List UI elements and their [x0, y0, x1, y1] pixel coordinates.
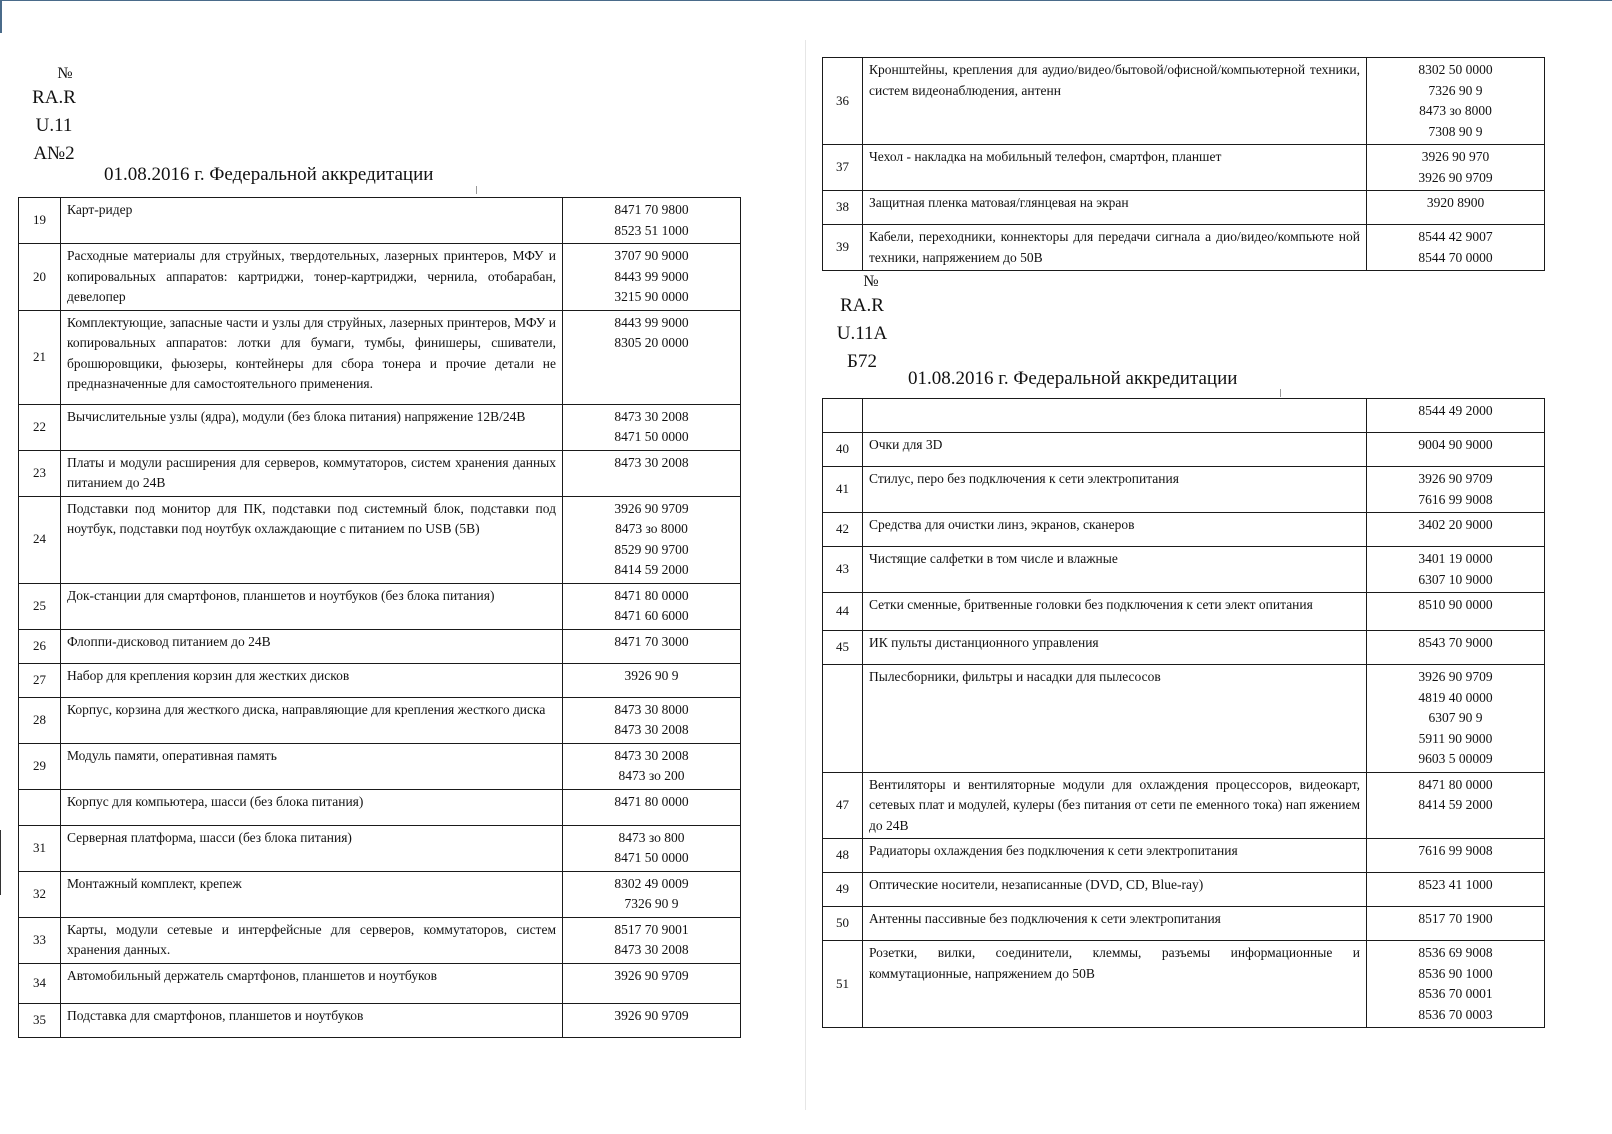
- tnved-code: 8305 20 0000: [614, 335, 689, 350]
- product-description: Розетки, вилки, соединители, клеммы, разъемы информационные и коммутационные, напряжением до 50В: [863, 941, 1367, 1028]
- tnved-code: 8536 90 1000: [1418, 965, 1493, 981]
- tnved-codes: [563, 663, 741, 697]
- tnved-code: 3926 90 9709: [1418, 669, 1493, 684]
- tnved-code: 7326 90 9: [1428, 82, 1483, 98]
- tnved-code: 8517 70 1900: [1418, 911, 1493, 926]
- product-description: Корпус для компьютера, шасси (без блока питания): [61, 789, 563, 825]
- row-number: 45: [823, 631, 863, 665]
- product-description: Сетки сменные, бритвенные головки без подключения к сети элект опитания: [863, 593, 1367, 631]
- tnved-code: 8536 69 9008: [1418, 945, 1493, 960]
- margin-line: [0, 830, 1, 895]
- stamp-line: U.11: [35, 115, 73, 136]
- tnved-codes: [563, 917, 741, 963]
- row-number: 23: [19, 450, 61, 496]
- table-row: [19, 496, 741, 583]
- tnved-codes: [1367, 873, 1545, 907]
- row-number: 38: [823, 191, 863, 225]
- tnved-code: 7616 99 9008: [1418, 491, 1493, 507]
- tnved-code: 8471 70 3000: [614, 633, 689, 649]
- tnved-code: 8471 50 0000: [614, 429, 689, 444]
- tnved-codes: [563, 963, 741, 1003]
- tnved-code: 8473 30 2008: [614, 454, 689, 470]
- product-description: Оптические носители, незаписанные (DVD, CD, Blue-ray): [863, 873, 1367, 907]
- table-row: [823, 873, 1545, 907]
- tnved-code: 6307 10 9000: [1418, 571, 1493, 587]
- row-number: 49: [823, 873, 863, 907]
- table-row: [19, 743, 741, 789]
- row-number: [19, 789, 61, 825]
- product-description: [863, 399, 1367, 433]
- stamp-number-sign: №: [863, 273, 879, 290]
- tnved-code: 8471 80 0000: [1418, 776, 1493, 792]
- table-row: [19, 404, 741, 450]
- tnved-codes: [563, 871, 741, 917]
- tnved-code: 8414 59 2000: [1418, 797, 1493, 812]
- tnved-code: 7326 90 9: [624, 896, 679, 911]
- tnved-codes: [1367, 839, 1545, 873]
- row-number: 32: [19, 871, 61, 917]
- tnved-code: 7616 99 9008: [1418, 843, 1493, 858]
- tnved-codes: [563, 450, 741, 496]
- tnved-code: 8517 70 9001: [614, 921, 689, 937]
- tnved-codes: [1367, 772, 1545, 839]
- product-description: ИК пульты дистанционного управления: [863, 631, 1367, 665]
- tnved-codes: [1367, 58, 1545, 145]
- row-number: 31: [19, 825, 61, 871]
- tnved-code: 8523 41 1000: [1418, 877, 1493, 892]
- table-row: [19, 310, 741, 404]
- tnved-code: 3926 90 9709: [614, 500, 689, 516]
- tnved-codes: [1367, 513, 1545, 547]
- tnved-code: 8473 зо 800: [618, 829, 685, 845]
- tnved-code: 8471 80 0000: [614, 793, 689, 809]
- tnved-codes: [563, 629, 741, 663]
- row-number: 28: [19, 697, 61, 743]
- tnved-codes: [1367, 547, 1545, 593]
- tnved-codes: [563, 310, 741, 404]
- left-codes-table: [18, 197, 741, 1038]
- tnved-code: 3402 20 9000: [1418, 517, 1493, 532]
- product-description: Комплектующие, запасные части и узлы для струйных, лазерных принтеров, МФУ и копировальных аппаратов: лотки для бумаги, тумбы, финишеры, сшиватели, брошюровщики, фьюзеры, контейнеры для сбора тонера и прочие детали не предназначенные для самостоятельного применения.: [61, 310, 563, 404]
- tnved-codes: [563, 583, 741, 629]
- tnved-codes: [563, 697, 741, 743]
- tnved-code: 8443 99 9000: [614, 314, 689, 330]
- row-number: 39: [823, 225, 863, 271]
- ruler-tick: [1280, 389, 1281, 397]
- table-row: [823, 631, 1545, 665]
- row-number: 36: [823, 58, 863, 145]
- tnved-code: 8471 60 6000: [614, 608, 689, 623]
- product-description: Очки для 3D: [863, 433, 1367, 467]
- tnved-code: 3215 90 0000: [614, 289, 689, 304]
- product-description: Набор для крепления корзин для жестких дисков: [61, 663, 563, 697]
- product-description: Защитная пленка матовая/глянцевая на экран: [863, 191, 1367, 225]
- product-description: Подставки под монитор для ПК, подставки под системный блок, подставки под ноутбук, подставки под ноутбук охлаждающие с питанием по USB (5В): [61, 496, 563, 583]
- tnved-codes: [1367, 631, 1545, 665]
- product-description: Платы и модули расширения для серверов, коммутаторов, систем хранения данных питанием до 24В: [61, 450, 563, 496]
- row-number: 44: [823, 593, 863, 631]
- product-description: Пылесборники, фильтры и насадки для пылесосов: [863, 665, 1367, 773]
- tnved-code: 8473 30 2008: [614, 747, 689, 763]
- table-row: [823, 593, 1545, 631]
- table-row: [19, 244, 741, 311]
- tnved-code: 3926 90 9709: [614, 967, 689, 983]
- product-description: Серверная платформа, шасси (без блока питания): [61, 825, 563, 871]
- table-row: [823, 907, 1545, 941]
- product-description: Расходные материалы для струйных, твердотельных, лазерных принтеров, МФУ и копировальных аппаратов: картриджи, тонер-картриджи, чернила, отобарабан, девелопер: [61, 244, 563, 311]
- product-description: Корпус, корзина для жесткого диска, направляющие для крепления жесткого диска: [61, 697, 563, 743]
- product-description: Чистящие салфетки в том числе и влажные: [863, 547, 1367, 593]
- tnved-code: 8544 70 0000: [1418, 249, 1493, 265]
- tnved-code: 8473 30 2008: [614, 942, 689, 957]
- page-divider: [805, 40, 806, 1110]
- row-number: 47: [823, 772, 863, 839]
- table-row: [823, 433, 1545, 467]
- table-row: [823, 145, 1545, 191]
- row-number: 19: [19, 198, 61, 244]
- tnved-codes: [563, 1003, 741, 1037]
- table-row: [19, 697, 741, 743]
- tnved-codes: [1367, 941, 1545, 1028]
- table-row: [823, 467, 1545, 513]
- row-number: 41: [823, 467, 863, 513]
- left-stamp: [26, 64, 82, 168]
- window-edge: [0, 0, 1612, 4]
- table-row: [19, 825, 741, 871]
- table-row: [19, 663, 741, 697]
- tnved-code: 3926 90 970: [1421, 149, 1490, 164]
- product-description: Монтажный комплект, крепеж: [61, 871, 563, 917]
- tnved-codes: [563, 404, 741, 450]
- row-number: 42: [823, 513, 863, 547]
- product-description: Стилус, перо без подключения к сети электропитания: [863, 467, 1367, 513]
- tnved-code: 8529 90 9700: [614, 541, 689, 557]
- tnved-codes: [1367, 399, 1545, 433]
- table-row: [19, 450, 741, 496]
- tnved-code: 8523 51 1000: [614, 222, 689, 238]
- table-row: [823, 772, 1545, 839]
- tnved-codes: [1367, 145, 1545, 191]
- tnved-code: 8510 90 0000: [1418, 597, 1493, 612]
- table-row: [823, 941, 1545, 1028]
- tnved-code: 8543 70 9000: [1418, 635, 1493, 650]
- table-row: [823, 839, 1545, 873]
- table-row: [19, 963, 741, 1003]
- product-description: Модуль памяти, оперативная память: [61, 743, 563, 789]
- tnved-code: 3926 90 9709: [614, 1007, 689, 1023]
- tnved-code: 8473 зо 200: [618, 768, 685, 783]
- stamp-number-sign: №: [57, 65, 73, 82]
- product-description: Средства для очистки линз, экранов, сканеров: [863, 513, 1367, 547]
- tnved-code: 3707 90 9000: [614, 248, 689, 263]
- product-description: Док-станции для смартфонов, планшетов и ноутбуков (без блока питания): [61, 583, 563, 629]
- row-number: 34: [19, 963, 61, 1003]
- tnved-code: 8473 зо 8000: [615, 521, 688, 536]
- left-page-heading: 01.08.2016 г. Федеральной аккредитации: [104, 164, 434, 185]
- tnved-code: 8544 42 9007: [1418, 229, 1493, 244]
- tnved-codes: [563, 789, 741, 825]
- tnved-code: 8473 30 2008: [614, 722, 689, 737]
- tnved-code: 7308 90 9: [1428, 123, 1483, 139]
- product-description: Карты, модули сетевые и интерфейсные для серверов, коммутаторов, систем хранения данных.: [61, 917, 563, 963]
- table-row: [19, 629, 741, 663]
- tnved-codes: [1367, 907, 1545, 941]
- table-row: [19, 1003, 741, 1037]
- table-row: [823, 191, 1545, 225]
- tnved-code: 3401 19 0000: [1418, 551, 1493, 566]
- tnved-codes: [563, 244, 741, 311]
- tnved-code: 8473 30 8000: [614, 701, 689, 717]
- right-top-codes-table: [822, 57, 1545, 271]
- row-number: 26: [19, 629, 61, 663]
- row-number: 25: [19, 583, 61, 629]
- tnved-code: 3926 90 9709: [1418, 169, 1493, 185]
- row-number: 50: [823, 907, 863, 941]
- tnved-codes: [1367, 433, 1545, 467]
- right-page-heading: 01.08.2016 г. Федеральной аккредитации: [908, 368, 1238, 389]
- table-row: [823, 665, 1545, 773]
- product-description: Подставка для смартфонов, планшетов и ноутбуков: [61, 1003, 563, 1037]
- tnved-code: 3926 90 9: [624, 667, 679, 683]
- tnved-codes: [1367, 665, 1545, 773]
- product-description: Кронштейны, крепления для аудио/видео/бытовой/офисной/компьютерной техники, систем видеонаблюдения, антенн: [863, 58, 1367, 145]
- stamp-line: RA.R: [32, 87, 76, 108]
- product-description: Автомобильный держатель смартфонов, планшетов и ноутбуков: [61, 963, 563, 1003]
- row-number: [823, 665, 863, 773]
- row-number: 24: [19, 496, 61, 583]
- table-row: [19, 789, 741, 825]
- tnved-code: 8302 49 0009: [614, 875, 689, 891]
- row-number: 35: [19, 1003, 61, 1037]
- tnved-code: 8536 70 0003: [1418, 1006, 1493, 1022]
- tnved-code: 8473 зо 8000: [1419, 103, 1492, 118]
- product-description: Кабели, переходники, коннекторы для передачи сигнала а дио/видео/компьюте ной техники, напряжением до 50В: [863, 225, 1367, 271]
- product-description: Чехол - накладка на мобильный телефон, смартфон, планшет: [863, 145, 1367, 191]
- row-number: 43: [823, 547, 863, 593]
- product-description: Радиаторы охлаждения без подключения к сети электропитания: [863, 839, 1367, 873]
- tnved-codes: [563, 198, 741, 244]
- table-row: [19, 871, 741, 917]
- tnved-code: 9004 90 9000: [1418, 437, 1493, 452]
- tnved-code: 8473 30 2008: [614, 408, 689, 424]
- table-row: [19, 198, 741, 244]
- stamp-line: A№2: [33, 143, 75, 164]
- table-row: [823, 547, 1545, 593]
- stamp-line: RA.R: [840, 295, 884, 316]
- tnved-code: 8471 50 0000: [614, 850, 689, 865]
- product-description: Вычислительные узлы (ядра), модули (без блока питания) напряжение 12В/24В: [61, 404, 563, 450]
- ruler-tick: [476, 186, 477, 194]
- tnved-codes: [1367, 467, 1545, 513]
- tnved-code: 3926 90 9709: [1418, 471, 1493, 486]
- product-description: Карт-ридер: [61, 198, 563, 244]
- row-number: 21: [19, 310, 61, 404]
- stamp-line: U.11A: [836, 323, 888, 344]
- table-row: [823, 58, 1545, 145]
- right-codes-table: [822, 398, 1545, 1028]
- tnved-code: 8536 70 0001: [1418, 986, 1493, 1001]
- tnved-codes: [563, 743, 741, 789]
- tnved-code: 8471 80 0000: [614, 587, 689, 603]
- row-number: 37: [823, 145, 863, 191]
- tnved-code: 3920 8900: [1426, 195, 1485, 210]
- tnved-codes: [563, 496, 741, 583]
- table-row: [823, 399, 1545, 433]
- tnved-code: 8471 70 9800: [614, 202, 689, 217]
- tnved-code: 8443 99 9000: [614, 268, 689, 284]
- table-row: [823, 513, 1545, 547]
- tnved-codes: [1367, 191, 1545, 225]
- row-number: 51: [823, 941, 863, 1028]
- tnved-code: 9603 5 00009: [1418, 751, 1493, 766]
- product-description: Антенны пассивные без подключения к сети электропитания: [863, 907, 1367, 941]
- row-number: 48: [823, 839, 863, 873]
- table-row: [823, 225, 1545, 271]
- row-number: 27: [19, 663, 61, 697]
- product-description: Флоппи-дисковод питанием до 24В: [61, 629, 563, 663]
- table-row: [19, 917, 741, 963]
- tnved-codes: [563, 825, 741, 871]
- tnved-code: 5911 90 9000: [1418, 730, 1493, 746]
- row-number: 29: [19, 743, 61, 789]
- tnved-code: 4819 40 0000: [1418, 689, 1493, 705]
- right-stamp: [830, 272, 894, 376]
- tnved-codes: [1367, 225, 1545, 271]
- tnved-code: 8414 59 2000: [614, 562, 689, 577]
- row-number: 40: [823, 433, 863, 467]
- stamp-line: Б72: [847, 351, 877, 372]
- product-description: Вентиляторы и вентиляторные модули для охлаждения процессоров, видеокарт, сетевых плат и модулей, кулеры (без питания от сети пе еменного тока) нап яжением до 24В: [863, 772, 1367, 839]
- row-number: [823, 399, 863, 433]
- row-number: 33: [19, 917, 61, 963]
- tnved-code: 8544 49 2000: [1418, 403, 1493, 418]
- row-number: 22: [19, 404, 61, 450]
- table-row: [19, 583, 741, 629]
- tnved-code: 6307 90 9: [1428, 710, 1483, 725]
- row-number: 20: [19, 244, 61, 311]
- tnved-codes: [1367, 593, 1545, 631]
- tnved-code: 8302 50 0000: [1418, 62, 1493, 77]
